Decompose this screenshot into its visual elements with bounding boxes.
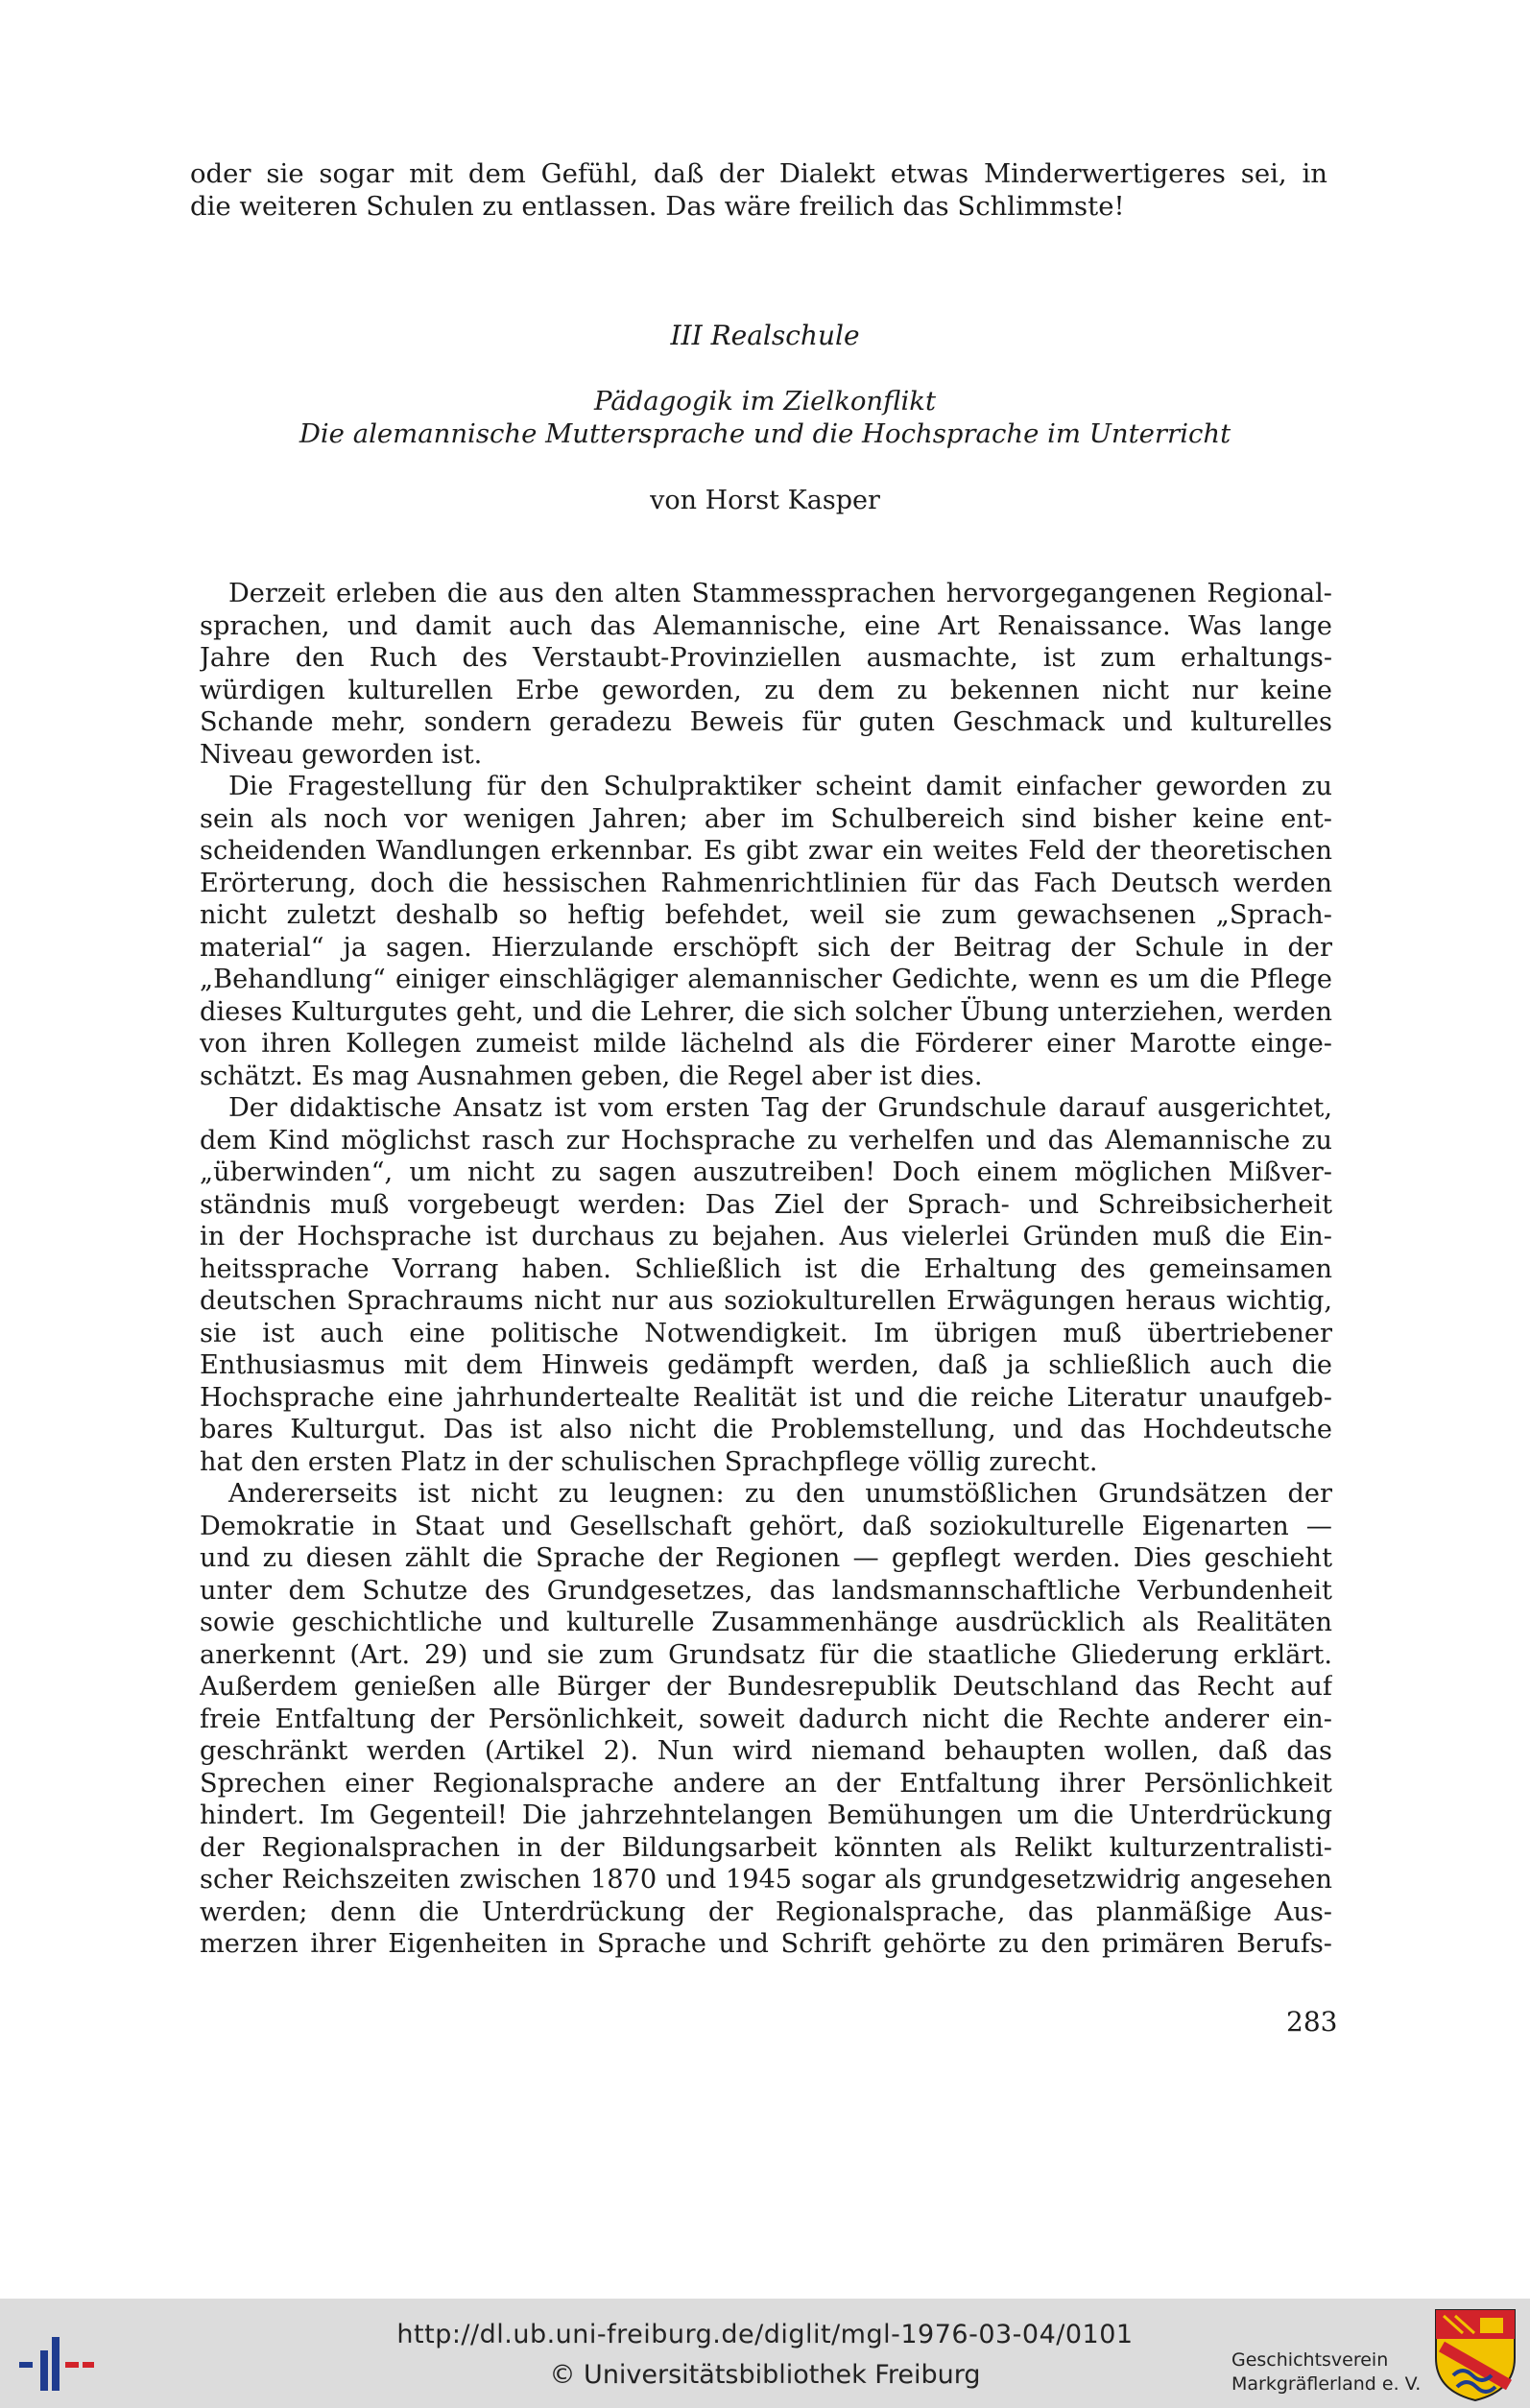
text-line: scheidenden Wandlungen erkennbar. Es gibt zwar ein weites Feld der theoretischen — [200, 836, 1332, 866]
text-line: die weiteren Schulen zu entlassen. Das wäre freilich das Schlimmste! — [190, 191, 1125, 222]
text-line: ständnis muß vorgebeugt werden: Das Ziel der Sprach- und Schreibsicherheit — [200, 1189, 1332, 1220]
text-line: Die Fragestellung für den Schulpraktiker scheint damit einfacher geworden zu — [228, 772, 1332, 801]
text-line: sprachen, und damit auch das Alemannische, eine Art Renaissance. Was lange — [200, 610, 1332, 641]
text-line: würdigen kulturellen Erbe geworden, zu dem zu bekennen nicht nur keine — [200, 675, 1332, 705]
text-line: unter dem Schutze des Grundgesetzes, das landsmannschaftliche Verbundenheit — [200, 1575, 1332, 1606]
coat-of-arms-icon — [1434, 2308, 1517, 2402]
footer-bar — [0, 2299, 1530, 2408]
text-line: Niveau geworden ist. — [200, 739, 483, 770]
text-line: geschränkt werden (Artikel 2). Nun wird niemand behaupten wollen, daß das — [200, 1736, 1332, 1766]
text-line: Der didaktische Ansatz ist vom ersten Tag der Grundschule darauf ausgerichtet, — [228, 1093, 1332, 1123]
text-line: Sprechen einer Regionalsprache andere an der Entfaltung ihrer Persönlichkeit — [200, 1768, 1332, 1799]
section-title: III Realschule — [670, 320, 860, 351]
text-line: hindert. Im Gegenteil! Die jahrzehntelangen Bemühungen um die Unterdrückung — [200, 1800, 1332, 1830]
text-line: merzen ihrer Eigenheiten in Sprache und Schrift gehörte zu den primären Berufs- — [200, 1929, 1332, 1959]
text-line: material“ ja sagen. Hierzulande erschöpft sich der Beitrag der Schule in der — [200, 932, 1332, 963]
text-line: Enthusiasmus mit dem Hinweis gedämpft werden, daß ja schließlich auch die — [200, 1350, 1332, 1380]
text-line: Hochsprache eine jahrhundertealte Realität ist und die reiche Literatur unaufgeb- — [200, 1382, 1332, 1413]
text-line: scher Reichszeiten zwischen 1870 und 1945 sogar als grundgesetzwidrig angesehen — [200, 1865, 1332, 1895]
article-body — [200, 578, 1332, 1961]
text-line: sein als noch vor wenigen Jahren; aber im Schulbereich sind bisher keine ent- — [200, 803, 1332, 834]
text-line: dem Kind möglichst rasch zur Hochsprache zu verhelfen und das Alemannische zu — [200, 1125, 1332, 1156]
text-line: von ihren Kollegen zumeist milde lächelnd als die Förderer einer Marotte einge- — [200, 1029, 1332, 1059]
text-line: heitssprache Vorrang haben. Schließlich ist die Erhaltung des gemeinsamen — [200, 1253, 1332, 1284]
page-number: 283 — [1286, 2006, 1338, 2038]
text-line: Schande mehr, sondern geradezu Beweis für guten Geschmack und kulturelles — [200, 707, 1332, 737]
author-byline: von Horst Kasper — [650, 486, 880, 515]
text-line: Außerdem genießen alle Bürger der Bundesrepublik Deutschland das Recht auf — [200, 1672, 1332, 1702]
permalink-url[interactable]: http://dl.ub.uni-freiburg.de/diglit/mgl-1976-03-04/0101 — [396, 2320, 1134, 2349]
text-line: in der Hochsprache ist durchaus zu bejahen. Aus vielerlei Gründen muß die Ein- — [200, 1222, 1332, 1252]
society-line: Markgräflerland e. V. — [1231, 2373, 1422, 2395]
text-line: der Regionalsprachen in der Bildungsarbeit könnten als Relikt kulturzentralisti- — [200, 1832, 1332, 1863]
text-line: Erörterung, doch die hessischen Rahmenrichtlinien für das Fach Deutsch werden — [200, 868, 1332, 898]
text-line: hat den ersten Platz in der schulischen Sprachpflege völlig zurecht. — [200, 1446, 1098, 1477]
text-line: Demokratie in Staat und Gesellschaft gehört, daß soziokulturelle Eigenarten — — [200, 1511, 1332, 1541]
text-line: „überwinden“, um nicht zu sagen auszutreiben! Doch einem möglichen Mißver- — [200, 1157, 1332, 1187]
text-line: dieses Kulturgutes geht, und die Lehrer, die sich solcher Übung unterziehen, werden — [200, 996, 1332, 1027]
text-line: Andererseits ist nicht zu leugnen: zu den unumstößlichen Grundsätzen der — [228, 1479, 1332, 1509]
text-line: „Behandlung“ einiger einschlägiger alemannischer Gedichte, wenn es um die Pflege — [200, 965, 1332, 994]
text-line: sowie geschichtliche und kulturelle Zusammenhänge ausdrücklich als Realitäten — [200, 1608, 1332, 1637]
text-line: freie Entfaltung der Persönlichkeit, soweit dadurch nicht die Rechte anderer ein- — [200, 1704, 1332, 1734]
society-name — [1231, 2348, 1421, 2396]
text-line: sie ist auch eine politische Notwendigkeit. Im übrigen muß übertriebener — [200, 1318, 1332, 1348]
article-title: Pädagogik im Zielkonflikt — [594, 386, 936, 417]
carryover-paragraph — [190, 157, 1327, 223]
text-line: Derzeit erleben die aus den alten Stammessprachen hervorgegangenen Regional- — [228, 579, 1332, 608]
text-line: nicht zuletzt deshalb so heftig befehdet, weil sie zum gewachsenen „Sprach- — [200, 900, 1332, 930]
text-line: anerkennt (Art. 29) und sie zum Grundsatz für die staatliche Gliederung erklärt. — [200, 1639, 1332, 1670]
text-line: werden; denn die Unterdrückung der Regionalsprache, das planmäßige Aus- — [200, 1896, 1332, 1927]
article-subtitle: Die alemannische Muttersprache und die Hochsprache im Unterricht — [299, 418, 1231, 449]
copyright-text: © Universitätsbibliothek Freiburg — [549, 2360, 981, 2390]
text-line: schätzt. Es mag Ausnahmen geben, die Regel aber ist dies. — [200, 1061, 983, 1091]
society-line: Geschichtsverein — [1231, 2349, 1389, 2371]
text-line: Jahre den Ruch des Verstaubt-Provinziellen ausmachte, ist zum erhaltungs- — [200, 643, 1332, 673]
text-line: bares Kulturgut. Das ist also nicht die Problemstellung, und das Hochdeutsche — [200, 1415, 1332, 1444]
text-line: oder sie sogar mit dem Gefühl, daß der Dialekt etwas Minderwertigeres sei, in — [190, 158, 1327, 189]
text-line: und zu diesen zählt die Sprache der Regionen — gepflegt werden. Dies geschieht — [200, 1543, 1332, 1573]
text-line: deutschen Sprachraums nicht nur aus soziokulturellen Erwägungen heraus wichtig, — [200, 1286, 1332, 1316]
